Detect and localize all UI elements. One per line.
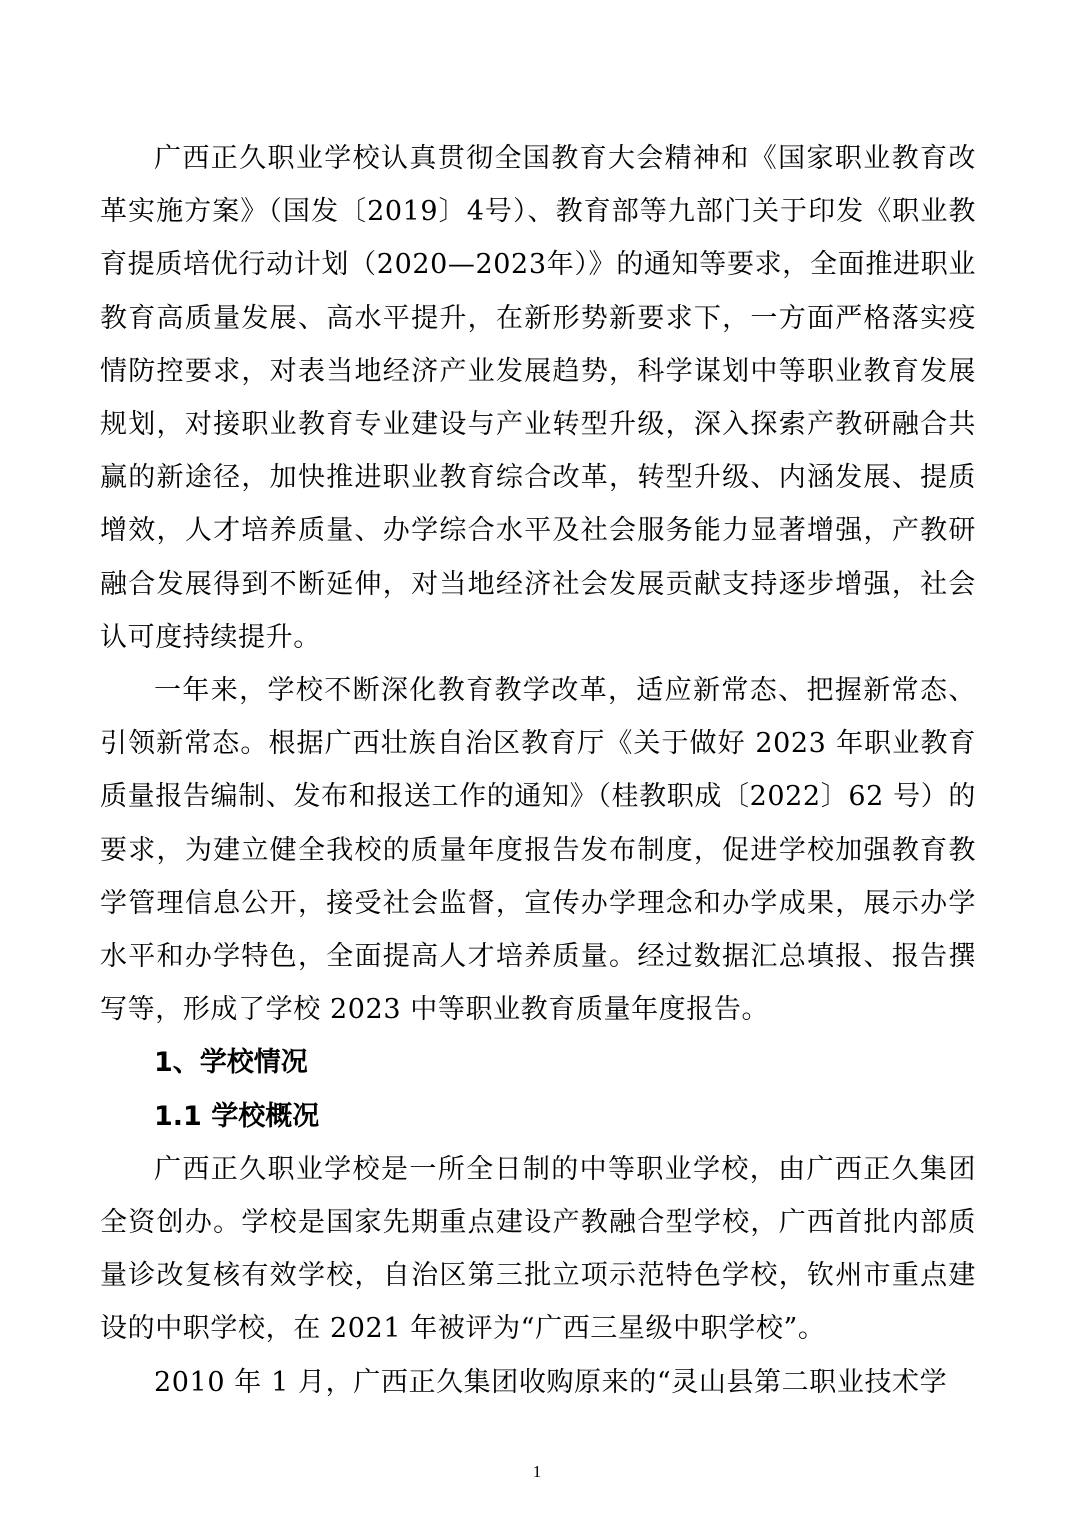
paragraph-history: 2010 年 1 月，广西正久集团收购原来的“灵山县第二职业技术学	[154, 1366, 948, 1398]
paragraph-school-overview: 广西正久职业学校是一所全日制的中等职业学校，由广西正久集团全资创办。学校是国家先期重点建设产教融合型学校，广西首批内部质量诊改复核有效学校，自治区第三批立项示范特色学校，钦州市重点建设的中职学校，在 2021 年被评为“广西三星级中职学校”。	[100, 1153, 976, 1345]
paragraph-intro: 广西正久职业学校认真贯彻全国教育大会精神和《国家职业教育改革实施方案》（国发〔2019〕4号）、教育部等九部门关于印发《职业教育提质培优行动计划（2020—2023年）》的通知等要求，全面推进职业教育高质量发展、高水平提升，在新形势新要求下，一方面严格落实疫情防控要求，对表当地经济产业发展趋势，科学谋划中等职业教育发展规划，对接职业教育专业建设与产业转型升级，深入探索产教研融合共赢的新途径，加快推进职业教育综合改革，转型升级、内涵发展、提质增效，人才培养质量、办学综合水平及社会服务能力显著增强，产教研融合发展得到不断延伸，对当地经济社会发展贡献支持逐步增强，社会认可度持续提升。	[100, 143, 976, 653]
paragraph-reform: 一年来，学校不断深化教育教学改革，适应新常态、把握新常态、引领新常态。根据广西壮族自治区教育厅《关于做好 2023 年职业教育质量报告编制、发布和报送工作的通知》（桂教职成〔2022〕62 号）的要求，为建立健全我校的质量年度报告发布制度，促进学校加强教育教学管理信息公开，接受社会监督，宣传办学理念和办学成果，展示办学水平和办学特色，全面提高人才培养质量。经过数据汇总填报、报告撰写等，形成了学校 2023 中等职业教育质量年度报告。	[100, 675, 976, 1026]
subsection-heading-school-overview: 1.1 学校概况	[154, 1100, 320, 1132]
section-heading-school-situation: 1、学校情况	[154, 1047, 308, 1079]
document-body	[100, 132, 976, 1409]
page-number: 1	[532, 1462, 542, 1481]
